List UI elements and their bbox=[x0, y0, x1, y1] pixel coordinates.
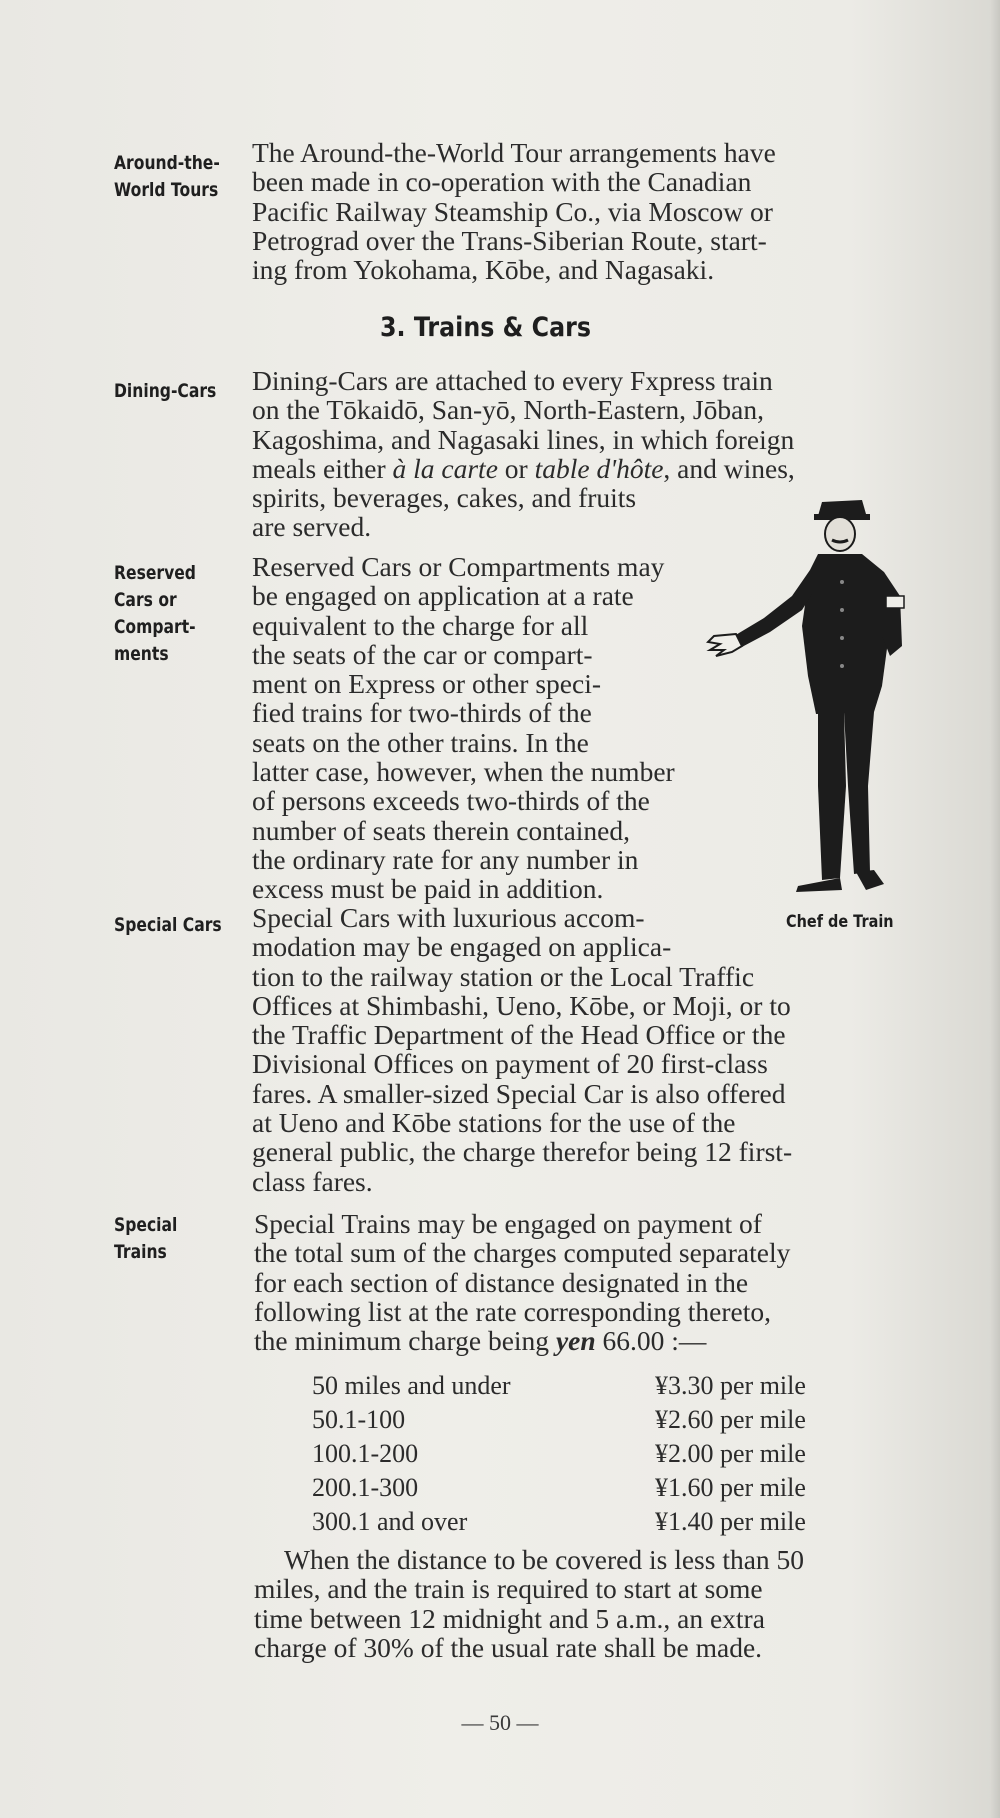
text-run: or bbox=[497, 452, 535, 484]
side-label-special-trains bbox=[114, 1212, 177, 1266]
rate-distance: 200.1-300 bbox=[312, 1473, 419, 1502]
side-label-line: Dining-Cars bbox=[114, 380, 217, 402]
paragraph-special-cars bbox=[252, 903, 910, 1196]
rate-value: ¥1.60 per mile bbox=[655, 1473, 806, 1502]
page-number: — 50 — bbox=[461, 1710, 539, 1735]
text-italic: yen bbox=[555, 1325, 596, 1357]
text-line: Kagoshima, and Nagasaki lines, in which foreign bbox=[252, 423, 795, 455]
rate-distance: 300.1 and over bbox=[312, 1507, 468, 1536]
rate-row bbox=[312, 1505, 872, 1539]
rate-distance: 100.1-200 bbox=[312, 1439, 419, 1468]
side-label-line: Cars or bbox=[114, 589, 177, 611]
text-italic: à la carte bbox=[392, 452, 498, 484]
text-line: Special Cars with luxurious accom- bbox=[252, 902, 645, 933]
text-line: the Traffic Department of the Head Office or the bbox=[252, 1019, 786, 1051]
side-label-special-cars bbox=[114, 912, 222, 939]
rate-row bbox=[312, 1369, 872, 1403]
rate-table bbox=[312, 1369, 872, 1539]
text-line: modation may be engaged on applica- bbox=[252, 931, 672, 963]
text-line: been made in co-operation with the Canadian bbox=[252, 166, 752, 198]
text-line: Special Trains may be engaged on payment of bbox=[254, 1208, 762, 1239]
side-label-dining bbox=[114, 378, 216, 405]
text-run: , and wines, bbox=[663, 452, 795, 484]
side-label-line: World Tours bbox=[114, 179, 219, 201]
text-line: number of seats therein contained, bbox=[252, 814, 630, 846]
text-line: equivalent to the charge for all bbox=[252, 609, 589, 641]
rate-row bbox=[312, 1437, 872, 1471]
text-line: at Ueno and Kōbe stations for the use of the bbox=[252, 1107, 736, 1139]
text-line: miles, and the train is required to start at some bbox=[254, 1573, 763, 1605]
text-line: seats on the other trains. In the bbox=[252, 726, 589, 758]
text-line: excess must be paid in addition. bbox=[252, 873, 604, 905]
text-line: ment on Express or other speci- bbox=[252, 668, 602, 700]
text-line: tion to the railway station or the Local Traffic bbox=[252, 960, 755, 992]
page-edge-shadow bbox=[990, 0, 1000, 1818]
text-line: class fares. bbox=[252, 1165, 373, 1197]
rate-row bbox=[312, 1471, 872, 1505]
rate-value: ¥2.60 per mile bbox=[655, 1405, 806, 1434]
rate-value: ¥1.40 per mile bbox=[655, 1507, 806, 1536]
text-line: the total sum of the charges computed separately bbox=[254, 1237, 791, 1269]
side-label-line: Special Cars bbox=[114, 914, 222, 936]
text-line: fied trains for two-thirds of the bbox=[252, 697, 592, 729]
text-run: meals either bbox=[252, 452, 393, 484]
side-label-reserved bbox=[114, 560, 196, 668]
text-italic: table d'hôte bbox=[534, 452, 664, 484]
text-line: Offices at Shimbashi, Ueno, Kōbe, or Moji, or to bbox=[252, 989, 791, 1021]
text-line: be engaged on application at a rate bbox=[252, 580, 634, 612]
text-line: general public, the charge therefor being 12 first- bbox=[252, 1136, 793, 1168]
text-line: Reserved Cars or Compartments may bbox=[252, 551, 665, 582]
text-run: 66.00 :— bbox=[595, 1325, 707, 1357]
side-label-line: Around-the- bbox=[114, 152, 220, 174]
text-line bbox=[254, 1326, 904, 1355]
side-label-line: Special bbox=[114, 1214, 178, 1236]
text-line: Dining-Cars are attached to every Fxpress train bbox=[252, 365, 773, 396]
side-label-around-world bbox=[114, 150, 220, 204]
rate-value: ¥3.30 per mile bbox=[655, 1371, 806, 1400]
text-line: following list at the rate corresponding thereto, bbox=[254, 1295, 772, 1327]
paragraph-special-trains bbox=[254, 1209, 904, 1355]
text-line: Divisional Offices on payment of 20 first-class bbox=[252, 1048, 768, 1080]
text-line: Petrograd over the Trans-Siberian Route, start- bbox=[252, 224, 767, 256]
text-line: Pacific Railway Steamship Co., via Moscow or bbox=[252, 195, 773, 227]
text-line: charge of 30% of the usual rate shall be made. bbox=[254, 1631, 763, 1663]
rate-distance: 50.1-100 bbox=[312, 1405, 406, 1434]
text-line: ing from Yokohama, Kōbe, and Nagasaki. bbox=[252, 254, 715, 286]
text-line: the seats of the car or compart- bbox=[252, 638, 593, 670]
text-line bbox=[252, 454, 914, 483]
text-line: spirits, beverages, cakes, and fruits bbox=[252, 482, 637, 514]
paragraph-reserved bbox=[252, 552, 752, 904]
text-line: the ordinary rate for any number in bbox=[252, 843, 639, 875]
text-line: fares. A smaller-sized Special Car is also offered bbox=[252, 1077, 786, 1109]
text-line: are served. bbox=[252, 511, 372, 543]
rate-distance: 50 miles and under bbox=[312, 1371, 511, 1400]
text-line: for each section of distance designated in the bbox=[254, 1266, 749, 1298]
text-line: time between 12 midnight and 5 a.m., an extra bbox=[254, 1602, 765, 1634]
text-line: on the Tōkaidō, San-yō, North-Eastern, Jōban, bbox=[252, 394, 764, 426]
section-heading: 3. Trains & Cars bbox=[380, 312, 591, 343]
paragraph-around-world bbox=[252, 138, 904, 284]
rate-row bbox=[312, 1403, 872, 1437]
side-label-line: Compart- bbox=[114, 616, 196, 638]
rate-value: ¥2.00 per mile bbox=[655, 1439, 806, 1468]
text-line: The Around-the-World Tour arrangements have bbox=[252, 137, 776, 168]
side-label-line: Trains bbox=[114, 1241, 167, 1263]
text-run: the minimum charge being bbox=[254, 1325, 556, 1357]
chef-de-train-illustration bbox=[706, 486, 918, 900]
side-label-line: Reserved bbox=[114, 562, 196, 584]
paragraph-special-trains-closing bbox=[254, 1544, 910, 1663]
text-line: When the distance to be covered is less than 50 bbox=[284, 1544, 805, 1575]
side-label-line: ments bbox=[114, 643, 169, 665]
text-line: latter case, however, when the number bbox=[252, 756, 675, 788]
figure-caption: Chef de Train bbox=[786, 912, 894, 932]
text-line: of persons exceeds two-thirds of the bbox=[252, 785, 650, 817]
